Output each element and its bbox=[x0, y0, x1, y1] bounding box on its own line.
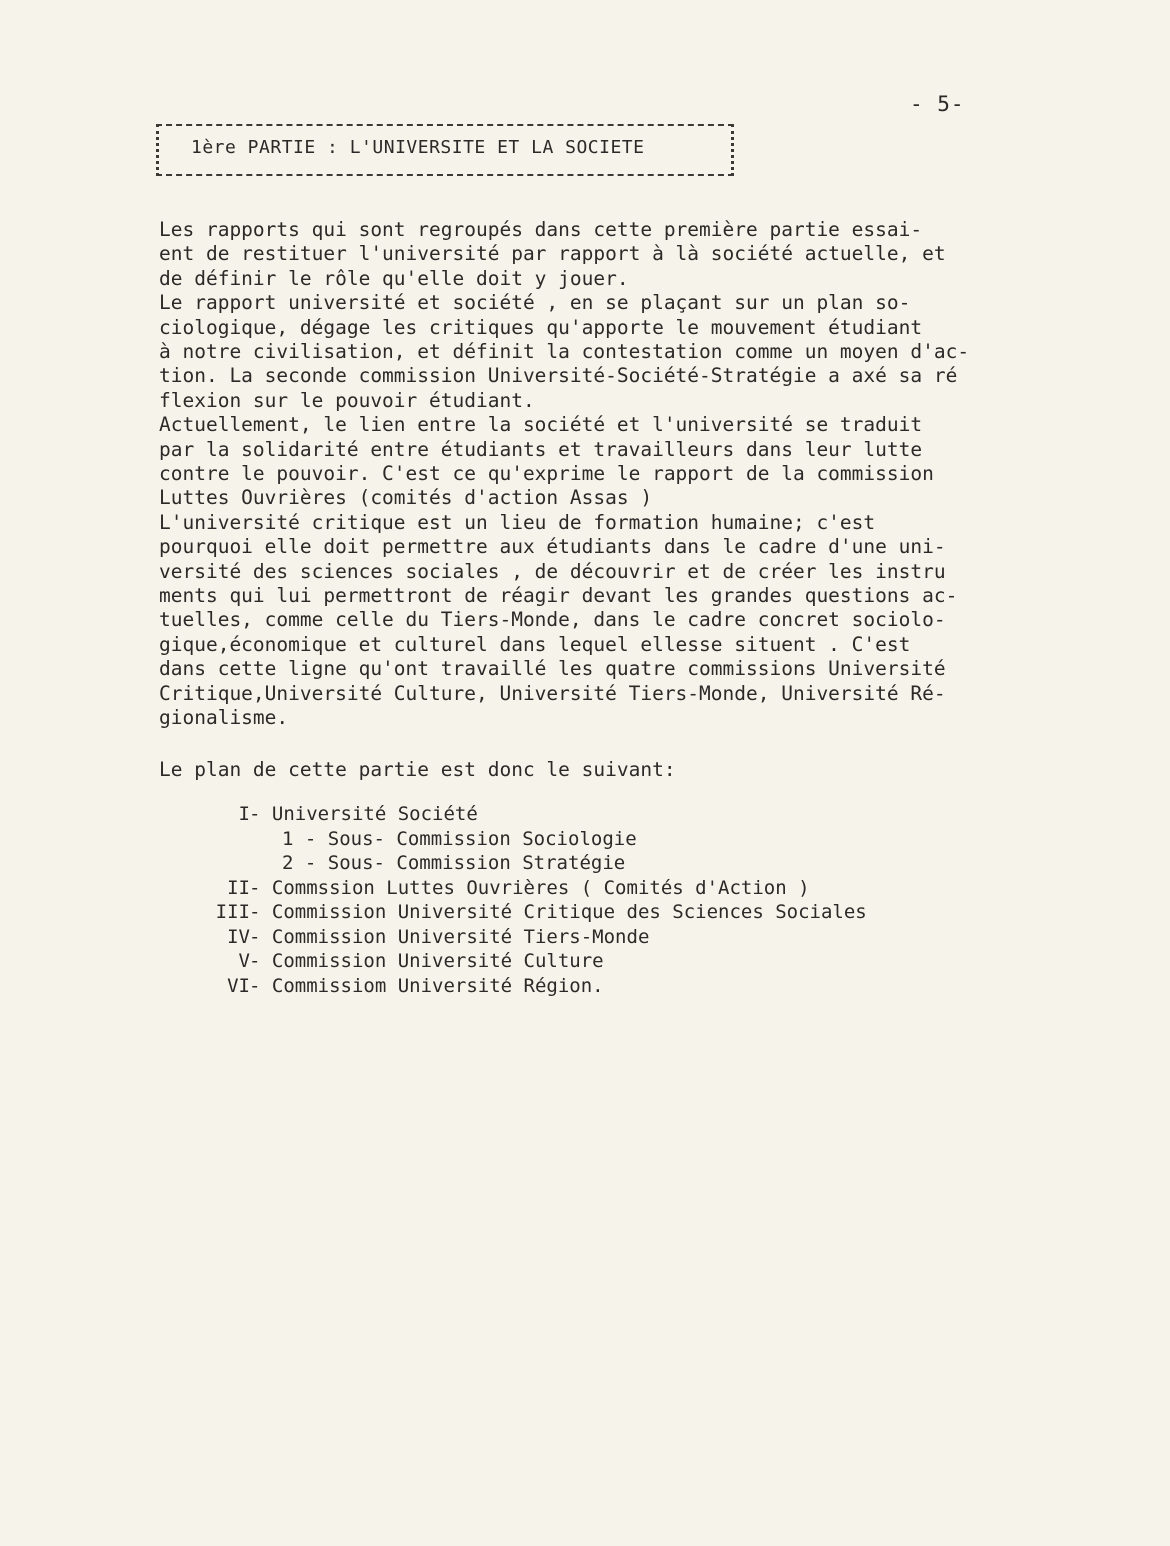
text-line: Les rapports qui sont regroupés dans cette première partie essai- bbox=[159, 218, 923, 241]
plan-item-number: 1 bbox=[282, 827, 294, 850]
plan-item-text: Sous- Commission Stratégie bbox=[327, 852, 626, 874]
plan-item-number: IV bbox=[227, 925, 250, 948]
text-line: versité des sciences sociales , de découvrir et de créer les instru bbox=[159, 559, 946, 583]
plan-item-text: Commission Université Critique des Sciences Sociales bbox=[271, 901, 867, 923]
text-line: dans cette ligne qu'ont travaillé les quatre commissions Université bbox=[159, 657, 946, 681]
plan-item-number: I bbox=[238, 803, 250, 825]
text-line: tuelles, comme celle du Tiers-Monde, dans le cadre concret sociolo- bbox=[159, 608, 946, 632]
plan-intro: Le plan de cette partie est donc le suivant: bbox=[159, 758, 676, 781]
text-line: ments qui lui permettront de réagir devant les grandes questions ac- bbox=[159, 584, 958, 607]
plan-item-number: V bbox=[238, 950, 250, 972]
plan-item: 1 - Sous- Commission Sociologie bbox=[282, 827, 637, 850]
text-line: à notre civilisation, et définit la contestation comme un moyen d'ac- bbox=[159, 340, 970, 363]
plan-item-text: Commssion Luttes Ouvrières ( Comités d'Action ) bbox=[271, 876, 810, 899]
text-line: gique,économique et culturel dans lequel ellesse situent . C'est bbox=[159, 632, 911, 656]
text-line: pourquoi elle doit permettre aux étudiants dans le cadre d'une uni- bbox=[159, 535, 946, 559]
text-line: Luttes Ouvrières (comités d'action Assas ) bbox=[159, 486, 653, 510]
text-line: gionalisme. bbox=[159, 706, 289, 729]
document-page: - 5- 1ère PARTIE : L'UNIVERSITE ET LA SOCIETE Les rapports qui sont regroupés dans cette première partie essai- ent de restituer l'université par rapport à là société actuelle, et de définir le rôle qu'elle doit y jouer. Le rapport université et société , en se plaçant sur un plan so- ciologique, dégage les critiques qu'apporte le mouvement étudiant à notre civilisation, et définit la contestation comme un moyen d'ac- tion. La seconde commission Université-Société-Stratégie a axé sa ré flexion sur le pouvoir étudiant. Actuellement, le lien entre la société et l'université se traduit par la solidarité entre étudiants et travailleurs dans leur lutte contre le pouvoir. C'est ce qu'exprime le rapport de la commission Luttes Ouvrières (comités d'action Assas ) L'université critique est un lieu de formation humaine; c'est pourquoi elle doit permettre aux étudiants dans le cadre d'une uni- versité des sciences sociales , de découvrir et de créer les instru ments qui lui permettront de réagir devant les grandes questions ac- tuelles, comme celle du Tiers-Monde, dans le cadre concret sociolo- gique,économique et culturel dans lequel ellesse situent . C'est dans cette ligne qu'ont travaillé les quatre commissions Université Critique,Université Culture, Université Tiers-Monde, Université Ré- gionalisme. Le plan de cette partie est donc le suivant: I - Université Société 1 - Sous- Commission Sociologie 2 - Sous- Commission Stratégie II - Commssion Luttes Ouvrières ( Comités d'Action ) III - Commission Université Critique des Sciences Sociales IV - Commission Université Tiers-Monde V - Commission Université Culture VI - Commissiom Université Région. bbox=[0, 0, 1170, 1546]
plan-item-text: Commission Université Tiers-Monde bbox=[271, 925, 650, 948]
plan-item-number: II bbox=[227, 876, 250, 899]
section-title-box bbox=[156, 124, 734, 176]
plan-item-text: Commission Université Culture bbox=[271, 950, 604, 972]
plan-item-text: Sous- Commission Sociologie bbox=[327, 827, 637, 850]
text-line: Critique,Université Culture, Université Tiers-Monde, Université Ré- bbox=[159, 681, 946, 705]
section-title: 1ère PARTIE : L'UNIVERSITE ET LA SOCIETE bbox=[191, 137, 645, 158]
plan-item-text: Commissiom Université Région. bbox=[271, 974, 604, 997]
plan-item-number: 2 bbox=[282, 852, 294, 874]
plan-item-text: Université Société bbox=[271, 803, 478, 825]
plan-item-number: VI bbox=[227, 974, 250, 997]
text-line: par la solidarité entre étudiants et travailleurs dans leur lutte bbox=[159, 437, 923, 461]
page-number: - 5- bbox=[910, 92, 965, 116]
text-line: ciologique, dégage les critiques qu'apporte le mouvement étudiant bbox=[159, 315, 923, 339]
text-line: flexion sur le pouvoir étudiant. bbox=[159, 388, 535, 412]
text-line: de définir le rôle qu'elle doit y jouer. bbox=[159, 266, 629, 290]
text-line: L'université critique est un lieu de formation humaine; c'est bbox=[159, 510, 876, 534]
text-line: Actuellement, le lien entre la société et l'université se traduit bbox=[159, 413, 923, 437]
text-line: tion. La seconde commission Université-Société-Stratégie a axé sa ré bbox=[159, 364, 958, 388]
text-line: Le rapport université et société , en se plaçant sur un plan so- bbox=[159, 291, 911, 315]
text-line: ent de restituer l'université par rapport à là société actuelle, et bbox=[159, 242, 946, 266]
text-line: contre le pouvoir. C'est ce qu'exprime le rapport de la commission bbox=[159, 462, 934, 485]
plan-item-number: III bbox=[215, 901, 250, 923]
plan-item: 2 - Sous- Commission Stratégie bbox=[282, 852, 626, 874]
